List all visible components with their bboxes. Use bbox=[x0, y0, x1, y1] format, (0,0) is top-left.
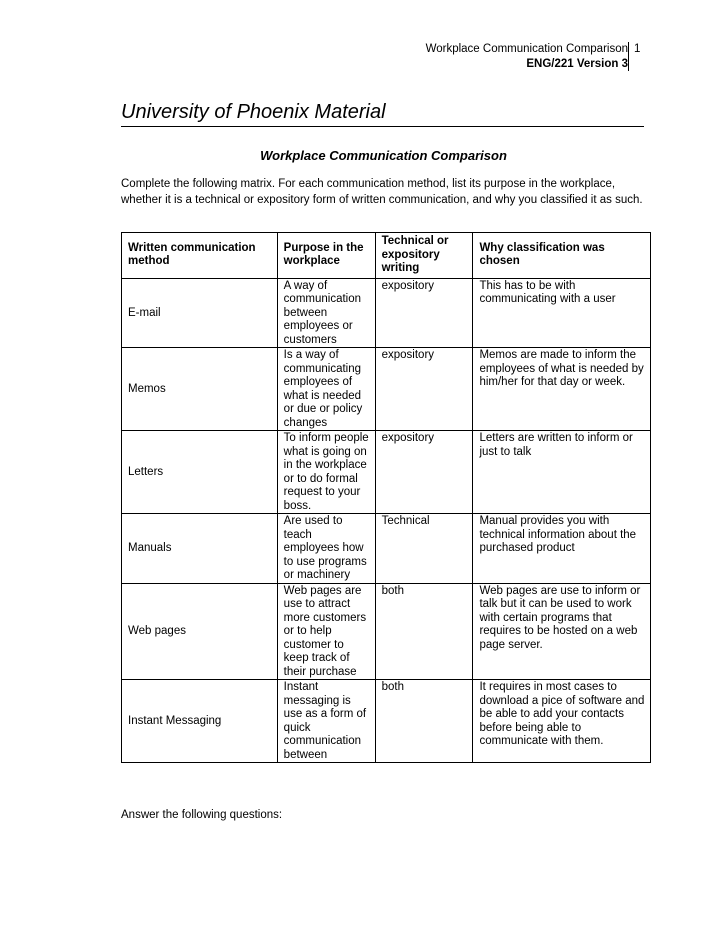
method-cell: Web pages bbox=[122, 583, 278, 680]
method-cell: Instant Messaging bbox=[122, 680, 278, 763]
type-cell: both bbox=[375, 583, 473, 680]
title-rule bbox=[121, 126, 644, 127]
why-cell: Letters are written to inform or just to talk bbox=[473, 431, 651, 514]
method-cell: Letters bbox=[122, 431, 278, 514]
table-row bbox=[122, 348, 651, 431]
method-cell: Memos bbox=[122, 348, 278, 431]
column-header-purpose: Purpose in the workplace bbox=[277, 233, 375, 279]
document-title: Workplace Communication Comparison bbox=[260, 148, 507, 163]
table-row bbox=[122, 514, 651, 584]
university-title: University of Phoenix Material bbox=[121, 101, 386, 123]
why-cell: This has to be with communicating with a user bbox=[473, 278, 651, 348]
type-cell: expository bbox=[375, 431, 473, 514]
purpose-cell: Instant messaging is use as a form of quick communication between bbox=[277, 680, 375, 763]
purpose-cell: A way of communication between employees or customers bbox=[277, 278, 375, 348]
running-header bbox=[426, 42, 628, 72]
instructions: Complete the following matrix. For each communication method, list its purpose in the workplace, whether it is a technical or expository form of written communication, and why you classified it as such. bbox=[121, 178, 643, 206]
column-header-why: Why classification was chosen bbox=[473, 233, 651, 279]
purpose-cell: Web pages are use to attract more customers or to help customer to keep track of their purchase bbox=[277, 583, 375, 680]
header-divider bbox=[628, 42, 629, 71]
why-cell: Memos are made to inform the employees of what is needed by him/her for that day or week. bbox=[473, 348, 651, 431]
why-cell: It requires in most cases to download a pice of software and be able to add your contacts before being able to communicate with them. bbox=[473, 680, 651, 763]
purpose-cell: To inform people what is going on in the workplace or to do formal request to your boss. bbox=[277, 431, 375, 514]
header-row bbox=[122, 233, 651, 279]
why-cell: Web pages are use to inform or talk but it can be used to work with certain programs that requires to be hosted on a web page server. bbox=[473, 583, 651, 680]
comparison-matrix bbox=[121, 232, 651, 763]
type-cell: Technical bbox=[375, 514, 473, 584]
column-header-method: Written communication method bbox=[122, 233, 278, 279]
type-cell: expository bbox=[375, 278, 473, 348]
table-row bbox=[122, 278, 651, 348]
method-cell: Manuals bbox=[122, 514, 278, 584]
header-title: Workplace Communication Comparison bbox=[425, 43, 628, 55]
purpose-cell: Are used to teach employees how to use programs or machinery bbox=[277, 514, 375, 584]
header-course: ENG/221 Version 3 bbox=[526, 58, 628, 70]
type-cell: expository bbox=[375, 348, 473, 431]
answer-prompt: Answer the following questions: bbox=[121, 809, 283, 821]
table-row bbox=[122, 583, 651, 680]
why-cell: Manual provides you with technical information about the purchased product bbox=[473, 514, 651, 584]
table-row bbox=[122, 680, 651, 763]
type-cell: both bbox=[375, 680, 473, 763]
purpose-cell: Is a way of communicating employees of what is needed or due or policy changes bbox=[277, 348, 375, 431]
column-header-type: Technical or expository writing bbox=[375, 233, 473, 279]
table-row bbox=[122, 431, 651, 514]
page-number: 1 bbox=[634, 43, 641, 55]
method-cell: E-mail bbox=[122, 278, 278, 348]
